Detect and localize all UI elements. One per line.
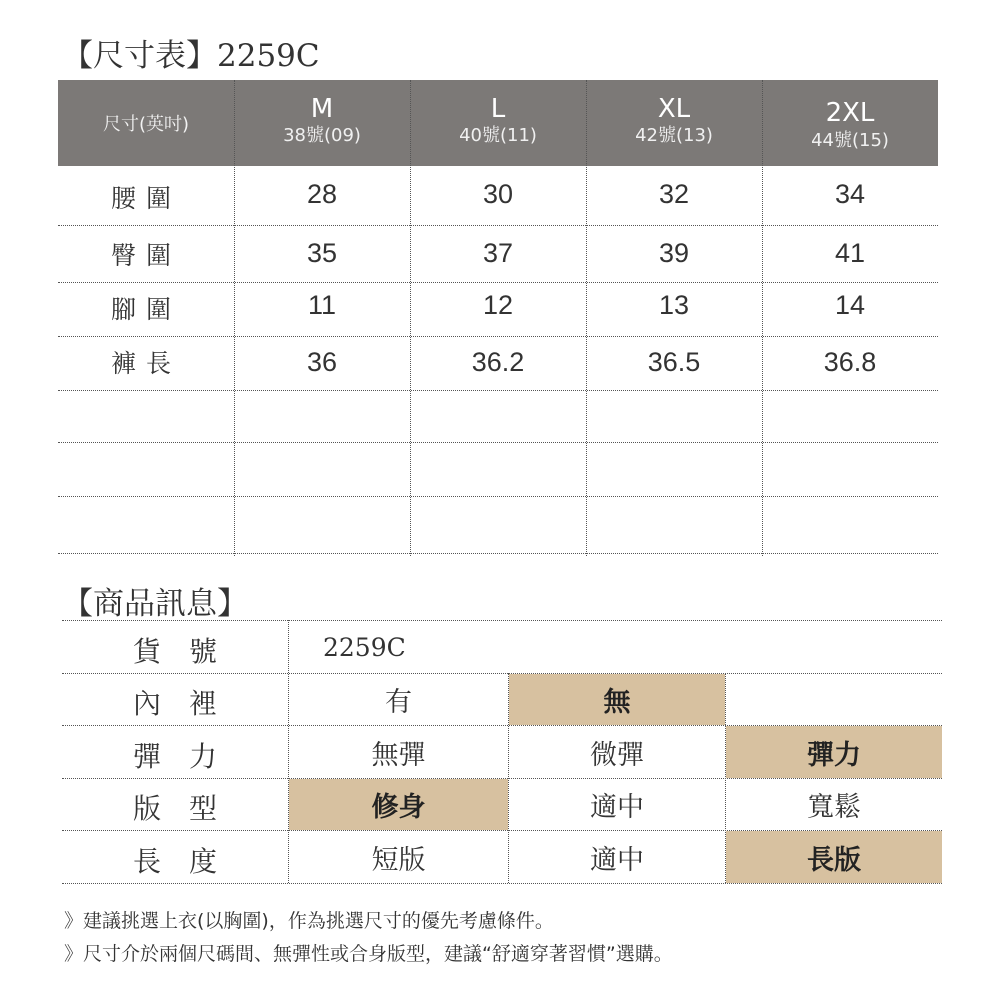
- row-label-waist: 腰圍: [110, 184, 181, 213]
- size-sub-label: 38號(09): [283, 125, 361, 146]
- option-lining-empty: [726, 674, 942, 725]
- table-cell: 32: [658, 179, 690, 209]
- row-label-length: 褲長: [110, 349, 181, 378]
- size-label: L: [490, 94, 506, 124]
- product-info-table: [62, 618, 942, 888]
- row-divider: [58, 225, 938, 226]
- info-label-item-no: 貨 號: [132, 635, 217, 668]
- table-cell: 36.2: [471, 347, 525, 377]
- table-cell: 37: [482, 238, 514, 268]
- table-cell: 41: [834, 238, 866, 268]
- option-lining-yes: 有: [385, 687, 412, 718]
- row-divider: [58, 390, 938, 391]
- note-2: 》尺寸介於兩個尺碼間、無彈性或合身版型，建議“舒適穿著習慣”選購。: [64, 943, 673, 965]
- size-table: [58, 80, 938, 556]
- row-divider: [58, 282, 938, 283]
- size-sub-label: 40號(11): [459, 125, 537, 146]
- option-stretch-selected: 彈力: [726, 726, 942, 778]
- option-no-stretch: 無彈: [371, 739, 426, 771]
- header-size-xl: [586, 80, 762, 166]
- table-cell: 28: [306, 179, 338, 209]
- table-cell: 11: [307, 290, 337, 320]
- option-regular-fit: 適中: [590, 792, 644, 823]
- table-cell: 14: [834, 290, 866, 320]
- row-label-hip: 臀圍: [110, 241, 181, 270]
- header-size-m: [234, 80, 410, 166]
- option-medium-length: 適中: [590, 844, 644, 876]
- info-label-fit: 版 型: [132, 792, 217, 825]
- info-label-length: 長 度: [132, 845, 217, 878]
- table-cell: 36.8: [823, 347, 877, 377]
- size-sub-label: 44號(15): [811, 130, 889, 151]
- table-cell: 12: [482, 290, 514, 320]
- row-divider: [58, 442, 938, 443]
- option-slim-selected: 修身: [289, 779, 508, 830]
- table-cell: 35: [306, 238, 338, 268]
- size-label: M: [310, 94, 334, 124]
- header-size-2xl: [762, 80, 938, 166]
- product-info-title: 【商品訊息】: [62, 586, 248, 622]
- size-label: 2XL: [825, 98, 875, 128]
- size-sub-label: 42號(13): [635, 125, 713, 146]
- table-cell: 34: [834, 179, 866, 209]
- table-cell: 36.5: [647, 347, 701, 377]
- option-slight-stretch: 微彈: [590, 739, 644, 771]
- info-label-lining: 內 裡: [132, 687, 217, 720]
- item-number-value: 2259C: [323, 632, 406, 662]
- header-size-l: [410, 80, 586, 166]
- size-table-header: [58, 80, 938, 166]
- option-loose-fit: 寬鬆: [807, 792, 861, 823]
- row-divider: [58, 553, 938, 554]
- table-cell: 30: [482, 179, 514, 209]
- option-short: 短版: [371, 844, 426, 876]
- option-long-selected: 長版: [726, 831, 942, 883]
- row-divider: [58, 496, 938, 497]
- option-lining-no-selected: 無: [509, 674, 725, 725]
- size-chart-title: 【尺寸表】2259C: [62, 38, 320, 74]
- table-cell: 13: [658, 290, 690, 320]
- size-label: XL: [657, 94, 691, 124]
- row-label-leg-opening: 腳圍: [110, 295, 181, 324]
- row-divider: [62, 883, 942, 884]
- note-1: 》建議挑選上衣(以胸圍)，作為挑選尺寸的優先考慮條件。: [64, 910, 554, 932]
- info-label-elasticity: 彈 力: [132, 740, 217, 773]
- table-cell: 36: [306, 347, 338, 377]
- header-unit-label: 尺寸(英吋): [102, 114, 190, 135]
- row-divider: [58, 336, 938, 337]
- table-cell: 39: [658, 238, 690, 268]
